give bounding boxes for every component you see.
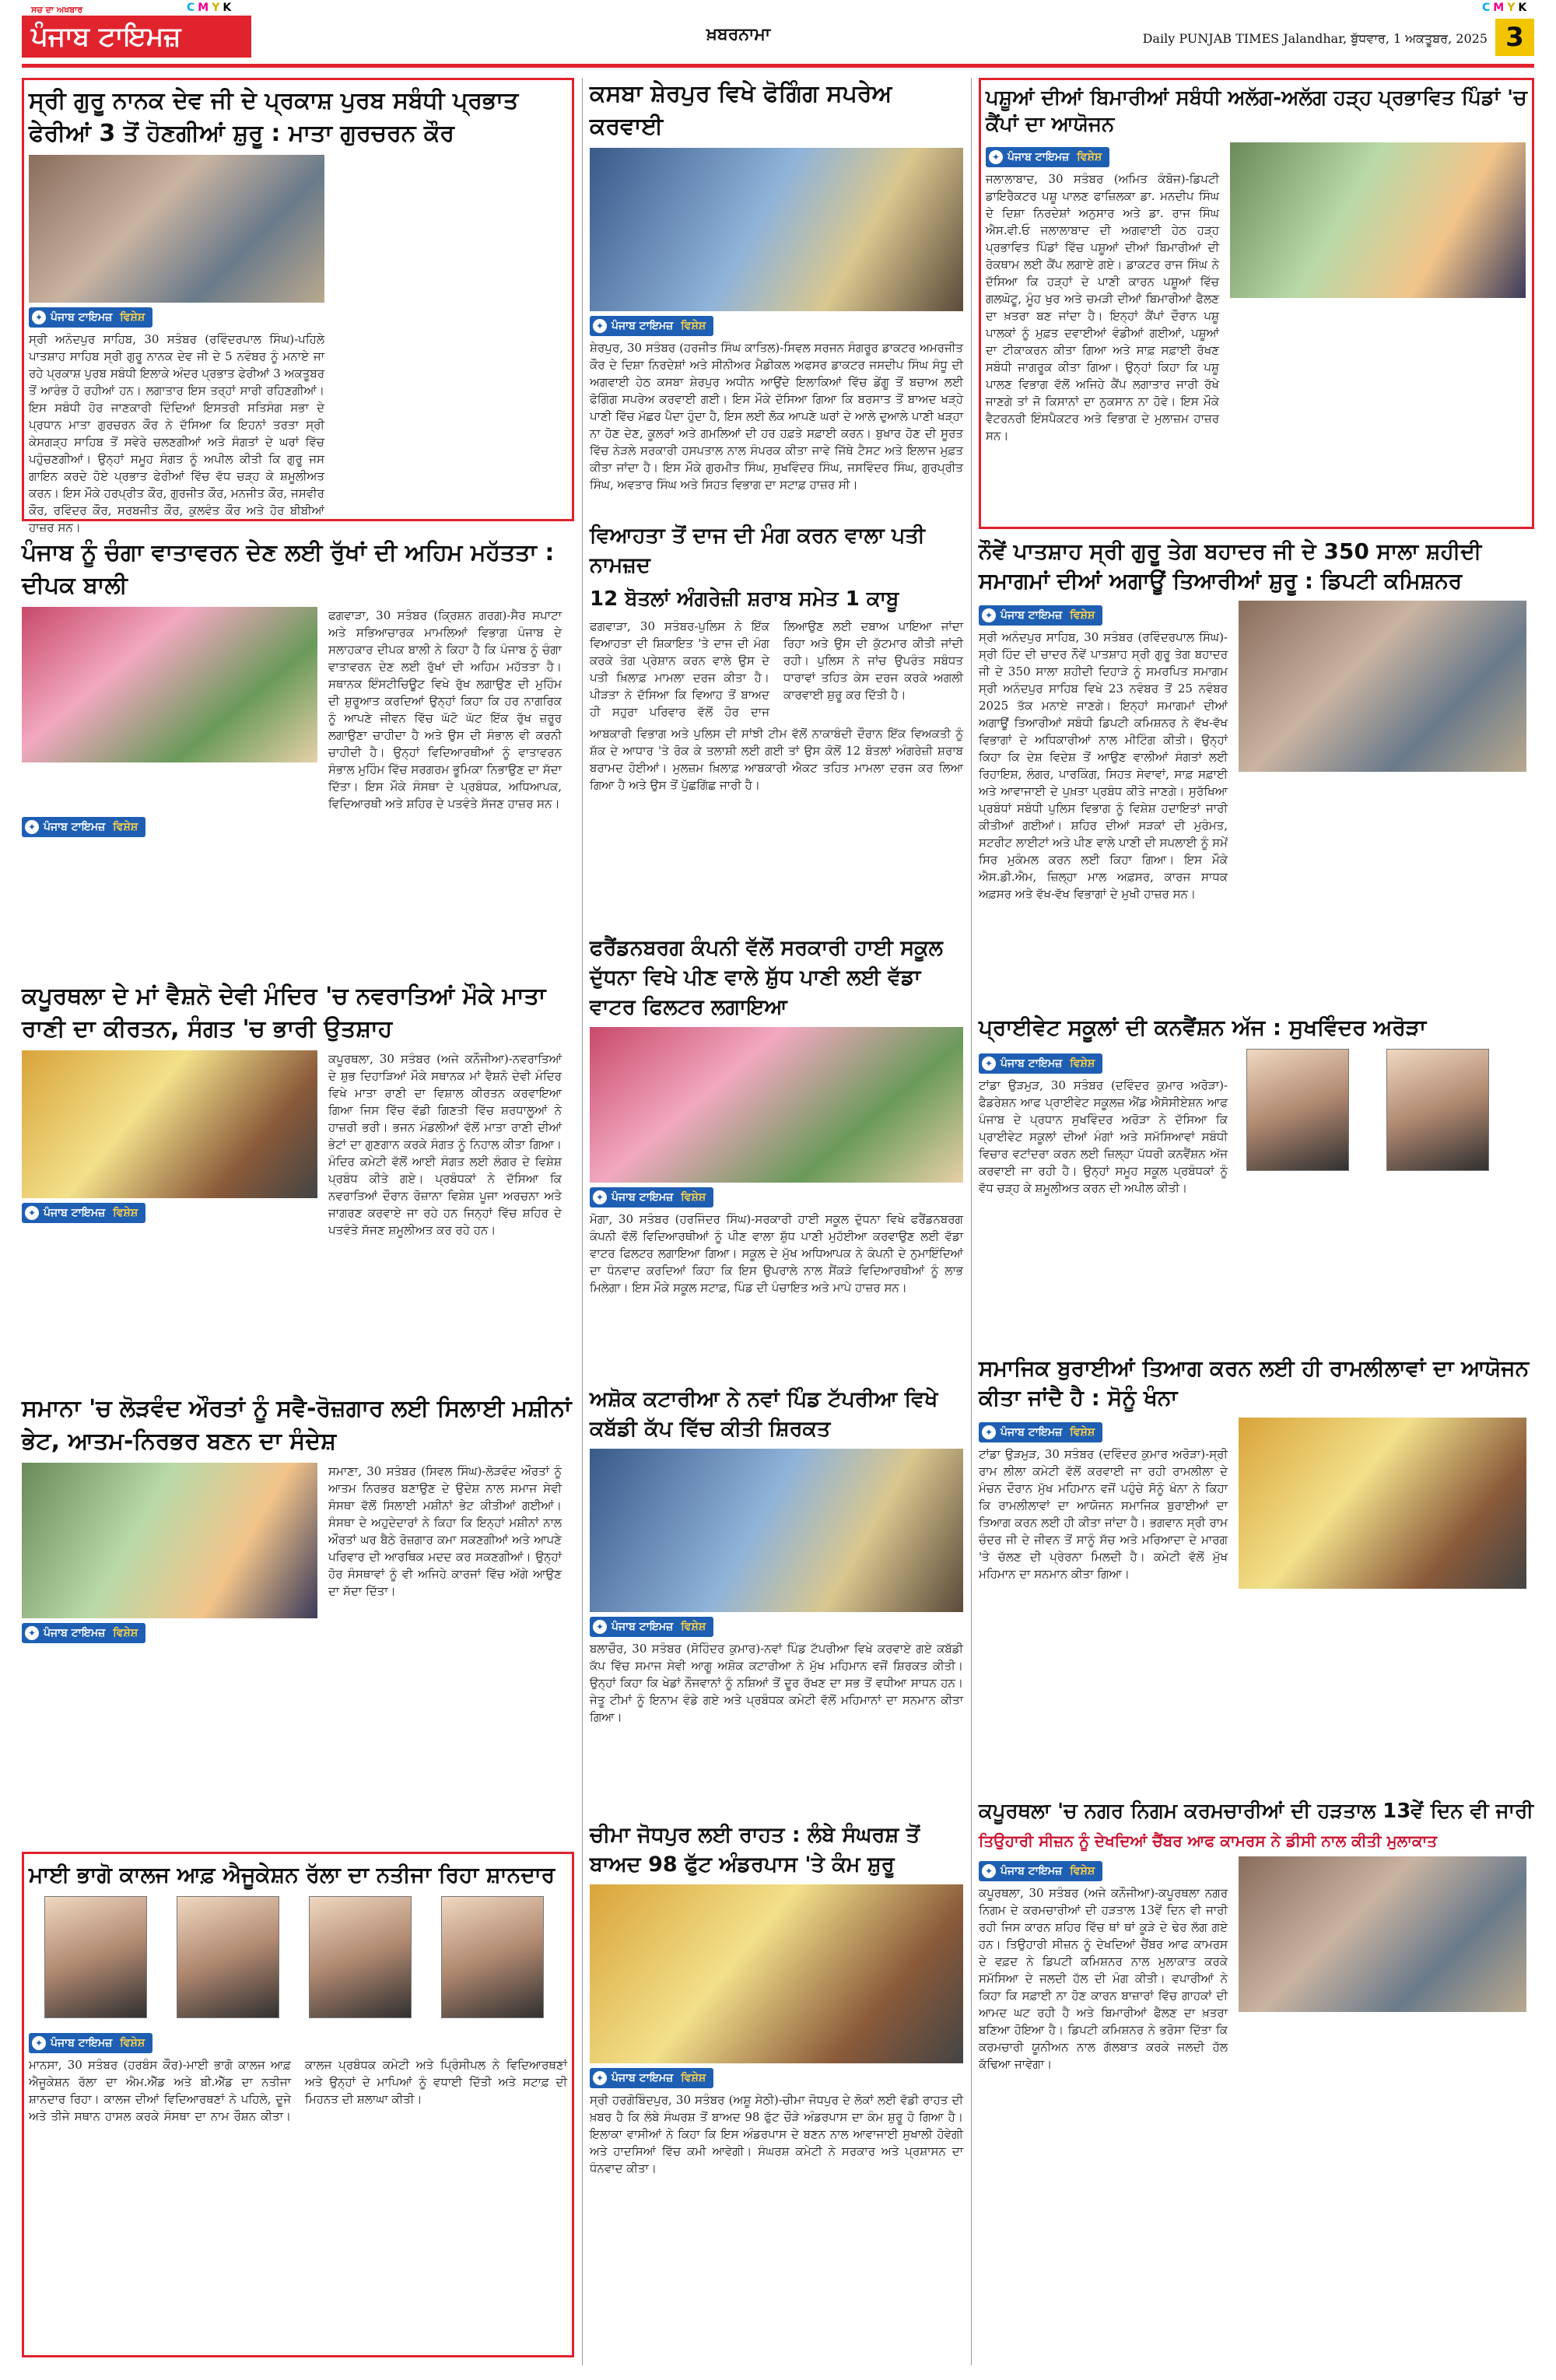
punjab-times-icon: ✦ — [32, 2036, 46, 2050]
story-dowry — [590, 521, 963, 926]
portrait-pair — [1239, 1049, 1526, 1204]
byline-badge — [590, 1187, 713, 1208]
story-trees — [22, 537, 574, 973]
byline-badge — [29, 307, 152, 328]
student-photo — [44, 1896, 147, 2018]
punjab-times-icon: ✦ — [982, 1425, 996, 1439]
punjab-times-icon: ✦ — [25, 1206, 39, 1220]
punjab-times-icon: ✦ — [25, 1626, 39, 1640]
cmyk-k: K — [223, 2, 232, 14]
punjab-times-icon: ✦ — [982, 608, 996, 622]
byline-tag: ਵਿਸ਼ੇਸ਼ — [1070, 609, 1095, 622]
punjab-times-icon: ✦ — [593, 1620, 607, 1634]
story-body: ਆਬਕਾਰੀ ਵਿਭਾਗ ਅਤੇ ਪੁਲਿਸ ਦੀ ਸਾਂਝੀ ਟੀਮ ਵੱਲੋਂ ਨਾਕਾਬੰਦੀ ਦੌਰਾਨ ਇੱਕ ਵਿਅਕਤੀ ਨੂੰ ਸ਼ੱਕ ਦੇ ਆਧਾਰ 'ਤੇ ਰੋਕ ਕੇ ਤਲਾਸ਼ੀ ਲਈ ਗਈ ਤਾਂ ਉਸ ਕੋਲੋਂ 12 ਬੋਤਲਾਂ ਅੰਗਰੇਜ਼ੀ ਸ਼ਰਾਬ ਬਰਾਮਦ ਹੋਈਆਂ। ਮੁਲਜ਼ਮ ਖ਼ਿਲਾਫ਼ ਆਬਕਾਰੀ ਐਕਟ ਤਹਿਤ ਮਾਮਲਾ ਦਰਜ ਕਰ ਲਿਆ ਗਿਆ ਹੈ ਅਤੇ ਉਸ ਤੋਂ ਪੁੱਛਗਿੱਛ ਜਾਰੀ ਹੈ। — [590, 727, 963, 792]
byline-source: ਪੰਜਾਬ ਟਾਇਮਜ਼ — [44, 1627, 106, 1639]
story-ramleela — [979, 1354, 1534, 1789]
story-body: ਸਮਾਣਾ, 30 ਸਤੰਬਰ (ਸਿਵਲ ਸਿੰਘ)-ਲੋੜਵੰਦ ਔਰਤਾਂ ਨੂੰ ਆਤਮ ਨਿਰਭਰ ਬਣਾਉਣ ਦੇ ਉਦੇਸ਼ ਨਾਲ ਸਮਾਜ ਸੇਵੀ ਸੰਸਥਾ ਵੱਲੋਂ ਸਿਲਾਈ ਮਸ਼ੀਨਾਂ ਭੇਟ ਕੀਤੀਆਂ ਗਈਆਂ। ਸੰਸਥਾ ਦੇ ਅਹੁਦੇਦਾਰਾਂ ਨੇ ਕਿਹਾ ਕਿ ਇਨ੍ਹਾਂ ਮਸ਼ੀਨਾਂ ਨਾਲ ਔਰਤਾਂ ਘਰ ਬੈਠੇ ਰੋਜ਼ਗਾਰ ਕਮਾ ਸਕਣਗੀਆਂ ਅਤੇ ਆਪਣੇ ਪਰਿਵਾਰ ਦੀ ਆਰਥਿਕ ਮਦਦ ਕਰ ਸਕਣਗੀਆਂ। ਉਨ੍ਹਾਂ ਹੋਰ ਸੰਸਥਾਵਾਂ ਨੂੰ ਵੀ ਅਜਿਹੇ ਕਾਰਜਾਂ ਵਿੱਚ ਅੱਗੇ ਆਉਣ ਦਾ ਸੱਦਾ ਦਿੱਤਾ। — [328, 1464, 562, 1598]
cmyk-marks-left — [187, 2, 234, 14]
story-underpass — [590, 1821, 963, 2357]
headline: ਫਰੈਂਡਨਬਰਗ ਕੰਪਨੀ ਵੱਲੋਂ ਸਰਕਾਰੀ ਹਾਈ ਸਕੂਲ ਦੁੱਧਨਾ ਵਿਖੇ ਪੀਣ ਵਾਲੇ ਸ਼ੁੱਧ ਪਾਣੀ ਲਈ ਵੱਡਾ ਵਾਟਰ ਫਿਲਟਰ ਲਗਾਇਆ — [590, 936, 943, 1019]
story-sewing-machines — [22, 1393, 574, 1813]
byline-tag: ਵਿਸ਼ੇਸ਼ — [1070, 1865, 1095, 1877]
story-strike — [979, 1797, 1534, 2357]
student-photo — [441, 1896, 544, 2018]
story-photo — [22, 607, 317, 762]
story-body: ਬਲਾਚੌਰ, 30 ਸਤੰਬਰ (ਸੋਹਿੰਦਰ ਕੁਮਾਰ)-ਨਵਾਂ ਪਿੰਡ ਟੱਪਰੀਆ ਵਿਖੇ ਕਰਵਾਏ ਗਏ ਕਬੱਡੀ ਕੱਪ ਵਿੱਚ ਸਮਾਜ ਸੇਵੀ ਆਗੂ ਅਸ਼ੋਕ ਕਟਾਰੀਆ ਨੇ ਮੁੱਖ ਮਹਿਮਾਨ ਵਜੋਂ ਸ਼ਿਰਕਤ ਕੀਤੀ। ਉਨ੍ਹਾਂ ਕਿਹਾ ਕਿ ਖੇਡਾਂ ਨੌਜਵਾਨਾਂ ਨੂੰ ਨਸ਼ਿਆਂ ਤੋਂ ਦੂਰ ਰੱਖਣ ਦਾ ਸਭ ਤੋਂ ਵਧੀਆ ਸਾਧਨ ਹਨ। ਜੇਤੂ ਟੀਮਾਂ ਨੂੰ ਇਨਾਮ ਵੰਡੇ ਗਏ ਅਤੇ ਪ੍ਰਬੰਧਕ ਕਮੇਟੀ ਵੱਲੋਂ ਮਹਿਮਾਨਾਂ ਦਾ ਸਨਮਾਨ ਕੀਤਾ ਗਿਆ। — [590, 1642, 963, 1724]
story-fogging — [590, 78, 963, 514]
story-college-result — [22, 1852, 574, 2357]
byline-source: ਪੰਜਾਬ ਟਾਇਮਜ਼ — [44, 821, 106, 833]
byline-tag: ਵਿਸ਼ੇਸ਼ — [113, 1627, 138, 1639]
cmyk-m: M — [1493, 2, 1505, 14]
headline: ਪੰਜਾਬ ਨੂੰ ਚੰਗਾ ਵਾਤਾਵਰਨ ਦੇਣ ਲਈ ਰੁੱਖਾਂ ਦੀ ਅਹਿਮ ਮਹੱਤਤਾ : ਦੀਪਕ ਬਾਲੀ — [22, 539, 555, 599]
punjab-times-icon: ✦ — [982, 1864, 996, 1878]
story-photo — [1239, 1856, 1526, 2012]
byline-badge — [979, 605, 1102, 626]
story-photo — [590, 1884, 963, 2063]
story-animal-camps — [979, 78, 1534, 529]
story-photo — [1230, 142, 1526, 298]
story-private-schools — [979, 1011, 1534, 1338]
byline-tag: ਵਿਸ਼ੇਸ਼ — [1077, 151, 1102, 163]
byline-tag: ਵਿਸ਼ੇਸ਼ — [1070, 1057, 1095, 1070]
story-body: ਮਾਨਸਾ, 30 ਸਤੰਬਰ (ਹਰਬੰਸ ਕੌਰ)-ਮਾਈ ਭਾਗੋ ਕਾਲਜ ਆਫ਼ ਐਜੂਕੇਸ਼ਨ ਰੱਲਾ ਦਾ ਐਮ.ਐੱਡ ਅਤੇ ਬੀ.ਐੱਡ ਦਾ ਨਤੀਜਾ ਸ਼ਾਨਦਾਰ ਰਿਹਾ। ਕਾਲਜ ਦੀਆਂ ਵਿਦਿਆਰਥਣਾਂ ਨੇ ਪਹਿਲੇ, ਦੂਜੇ ਅਤੇ ਤੀਜੇ ਸਥਾਨ ਹਾਸਲ ਕਰਕੇ ਸੰਸਥਾ ਦਾ ਨਾਮ ਰੌਸ਼ਨ ਕੀਤਾ। ਕਾਲਜ ਪ੍ਰਬੰਧਕ ਕਮੇਟੀ ਅਤੇ ਪ੍ਰਿੰਸੀਪਲ ਨੇ ਵਿਦਿਆਰਥਣਾਂ ਅਤੇ ਉਨ੍ਹਾਂ ਦੇ ਮਾਪਿਆਂ ਨੂੰ ਵਧਾਈ ਦਿੱਤੀ ਅਤੇ ਸਟਾਫ਼ ਦੀ ਮਿਹਨਤ ਦੀ ਸ਼ਲਾਘਾ ਕੀਤੀ। — [29, 2058, 567, 2123]
byline-badge — [22, 1623, 145, 1643]
headline: ਸਮਾਨਾ 'ਚ ਲੋੜਵੰਦ ਔਰਤਾਂ ਨੂੰ ਸਵੈ-ਰੋਜ਼ਗਾਰ ਲਈ ਸਿਲਾਈ ਮਸ਼ੀਨਾਂ ਭੇਟ, ਆਤਮ-ਨਿਰਭਰ ਬਣਨ ਦਾ ਸੰਦੇਸ਼ — [22, 1395, 572, 1455]
byline-source: ਪੰਜਾਬ ਟਾਇਮਜ਼ — [612, 1191, 674, 1204]
byline-badge — [29, 2033, 152, 2053]
punjab-times-icon: ✦ — [982, 1057, 996, 1071]
byline-source: ਪੰਜਾਬ ਟਾਇਮਜ਼ — [1001, 609, 1063, 622]
headline: ਅਸ਼ੋਕ ਕਟਾਰੀਆ ਨੇ ਨਵਾਂ ਪਿੰਡ ਟੱਪਰੀਆ ਵਿਖੇ ਕਬੱਡੀ ਕੱਪ ਵਿੱਚ ਕੀਤੀ ਸ਼ਿਰਕਤ — [590, 1387, 938, 1441]
byline-badge — [590, 316, 713, 336]
portrait-photo — [1246, 1049, 1349, 1171]
column-rule — [582, 78, 583, 2365]
headline: ਚੀਮਾ ਜੋਧਪੁਰ ਲਈ ਰਾਹਤ : ਲੰਬੇ ਸੰਘਰਸ਼ ਤੋਂ ਬਾਅਦ 98 ਫੁੱਟ ਅੰਡਰਪਾਸ 'ਤੇ ਕੰਮ ਸ਼ੁਰੂ — [590, 1823, 920, 1877]
story-body: ਮੋਗਾ, 30 ਸਤੰਬਰ (ਹਰਜਿੰਦਰ ਸਿੰਘ)-ਸਰਕਾਰੀ ਹਾਈ ਸਕੂਲ ਦੁੱਧਨਾ ਵਿਖੇ ਫਰੈਂਡਨਬਰਗ ਕੰਪਨੀ ਵੱਲੋਂ ਵਿਦਿਆਰਥੀਆਂ ਨੂੰ ਪੀਣ ਵਾਲਾ ਸ਼ੁੱਧ ਪਾਣੀ ਮੁਹੱਈਆ ਕਰਵਾਉਣ ਲਈ ਵੱਡਾ ਵਾਟਰ ਫਿਲਟਰ ਲਗਾਇਆ ਗਿਆ। ਸਕੂਲ ਦੇ ਮੁੱਖ ਅਧਿਆਪਕ ਨੇ ਕੰਪਨੀ ਦੇ ਨੁਮਾਇੰਦਿਆਂ ਦਾ ਧੰਨਵਾਦ ਕਰਦਿਆਂ ਕਿਹਾ ਕਿ ਇਸ ਉਪਰਾਲੇ ਨਾਲ ਸੈਂਕੜੇ ਵਿਦਿਆਰਥੀਆਂ ਨੂੰ ਲਾਭ ਮਿਲੇਗਾ। ਇਸ ਮੌਕੇ ਸਕੂਲ ਸਟਾਫ਼, ਪਿੰਡ ਦੀ ਪੰਚਾਇਤ ਅਤੇ ਮਾਪੇ ਹਾਜ਼ਰ ਸਨ। — [590, 1212, 963, 1295]
cmyk-k: K — [1518, 2, 1527, 14]
punjab-times-icon: ✦ — [989, 150, 1003, 164]
story-photo — [590, 1027, 963, 1183]
masthead — [22, 5, 1534, 68]
byline-badge — [979, 1422, 1102, 1442]
story-body: ਟਾਂਡਾ ਉੜਮੁੜ, 30 ਸਤੰਬਰ (ਦਵਿੰਦਰ ਕੁਮਾਰ ਅਰੋੜਾ)-ਫੈਡਰੇਸ਼ਨ ਆਫ ਪ੍ਰਾਈਵੇਟ ਸਕੂਲਜ਼ ਐਂਡ ਐਸੋਸੀਏਸ਼ਨ ਆਫ ਪੰਜਾਬ ਦੇ ਪ੍ਰਧਾਨ ਸੁਖਵਿੰਦਰ ਅਰੋੜਾ ਨੇ ਦੱਸਿਆ ਕਿ ਪ੍ਰਾਈਵੇਟ ਸਕੂਲਾਂ ਦੀਆਂ ਮੰਗਾਂ ਅਤੇ ਸਮੱਸਿਆਵਾਂ ਸਬੰਧੀ ਵਿਚਾਰ ਵਟਾਂਦਰਾ ਕਰਨ ਲਈ ਜ਼ਿਲ੍ਹਾ ਪੱਧਰੀ ਕਨਵੈਂਸ਼ਨ ਅੱਜ ਕਰਵਾਈ ਜਾ ਰਹੀ ਹੈ। ਉਨ੍ਹਾਂ ਸਮੂਹ ਸਕੂਲ ਪ੍ਰਬੰਧਕਾਂ ਨੂੰ ਵੱਧ ਚੜ੍ਹ ਕੇ ਸ਼ਮੂਲੀਅਤ ਕਰਨ ਦੀ ਅਪੀਲ ਕੀਤੀ। — [979, 1078, 1228, 1195]
story-photo — [590, 1449, 963, 1612]
byline-badge — [22, 1203, 145, 1223]
story-photo — [29, 155, 324, 303]
byline-tag: ਵਿਸ਼ੇਸ਼ — [681, 1621, 706, 1633]
story-body: ਸ੍ਰੀ ਅਨੰਦਪੁਰ ਸਾਹਿਬ, 30 ਸਤੰਬਰ (ਰਵਿੰਦਰਪਾਲ ਸਿੰਘ)-ਪਹਿਲੇ ਪਾਤਸ਼ਾਹ ਸਾਹਿਬ ਸ੍ਰੀ ਗੁਰੂ ਨਾਨਕ ਦੇਵ ਜੀ ਦੇ 5 ਨਵੰਬਰ ਨੂੰ ਮਨਾਏ ਜਾ ਰਹੇ ਪ੍ਰਕਾਸ਼ ਪੁਰਬ ਸਬੰਧੀ ਇਲਾਕੇ ਅੰਦਰ ਪ੍ਰਭਾਤ ਫੇਰੀਆਂ 3 ਅਕਤੂਬਰ ਤੋਂ ਆਰੰਭ ਹੋ ਰਹੀਆਂ ਹਨ। ਲਗਾਤਾਰ ਇਸ ਤਰ੍ਹਾਂ ਸਾਰੀ ਰਹਿਣਗੀਆਂ। ਇਸ ਸਬੰਧੀ ਹੋਰ ਜਾਣਕਾਰੀ ਦਿੰਦਿਆਂ ਇਸਤਰੀ ਸਤਿਸੰਗ ਸਭਾ ਦੇ ਪ੍ਰਧਾਨ ਮਾਤਾ ਗੁਰਚਰਨ ਕੌਰ ਨੇ ਦੱਸਿਆ ਕਿ ਇਹਨਾਂ ਤਰਤਾ ਸ੍ਰੀ ਕੇਸਗੜ੍ਹ ਸਾਹਿਬ ਤੋਂ ਸਵੇਰੇ ਚਲਣਗੀਆਂ ਅਤੇ ਸੰਗਤਾਂ ਦੇ ਘਰਾਂ ਵਿੱਚ ਪਹੁੰਚਣਗੀਆਂ। ਉਨ੍ਹਾਂ ਸਮੂਹ ਸੰਗਤ ਨੂੰ ਅਪੀਲ ਕੀਤੀ ਕਿ ਗੁਰੂ ਜਸ ਗਾਇਨ ਕਰਦੇ ਹੋਏ ਪ੍ਰਭਾਤ ਫੇਰੀਆਂ ਵਿੱਚ ਵੱਧ ਚੜ੍ਹ ਕੇ ਸ਼ਮੂਲੀਅਤ ਕਰਨ। ਇਸ ਮੌਕੇ ਹਰਪ੍ਰੀਤ ਕੌਰ, ਗੁਰਜੀਤ ਕੌਰ, ਮਨਜੀਤ ਕੌਰ, ਜਸਵੀਰ ਕੌਰ, ਰਵਿੰਦਰ ਕੌਰ, ਸਰਬਜੀਤ ਕੌਰ, ਕੁਲਵੰਤ ਕੌਰ ਅਤੇ ਹੋਰ ਬੀਬੀਆਂ ਹਾਜ਼ਰ ਸਨ। — [29, 332, 324, 535]
byline-source: ਪੰਜਾਬ ਟਾਇਮਜ਼ — [1001, 1865, 1063, 1877]
headline: ਸਮਾਜਿਕ ਬੁਰਾਈਆਂ ਤਿਆਗ ਕਰਨ ਲਈ ਹੀ ਰਾਮਲੀਲਾਵਾਂ ਦਾ ਆਯੋਜਨ ਕੀਤਾ ਜਾਂਦੈ ਹੈ : ਸੋਨੂੰ ਖੰਨਾ — [979, 1355, 1530, 1411]
headline: ਕਪੂਰਥਲਾ 'ਚ ਨਗਰ ਨਿਗਮ ਕਰਮਚਾਰੀਆਂ ਦੀ ਹੜਤਾਲ 13ਵੇਂ ਦਿਨ ਵੀ ਜਾਰੀ — [979, 1800, 1534, 1823]
story-body: ਫਗਵਾੜਾ, 30 ਸਤੰਬਰ-ਪੁਲਿਸ ਨੇ ਇੱਕ ਵਿਆਹਤਾ ਦੀ ਸ਼ਿਕਾਇਤ 'ਤੇ ਦਾਜ ਦੀ ਮੰਗ ਕਰਕੇ ਤੰਗ ਪ੍ਰੇਸ਼ਾਨ ਕਰਨ ਵਾਲੇ ਉਸ ਦੇ ਪਤੀ ਖ਼ਿਲਾਫ਼ ਮਾਮਲਾ ਦਰਜ ਕੀਤਾ ਹੈ। ਪੀੜਤਾ ਨੇ ਦੱਸਿਆ ਕਿ ਵਿਆਹ ਤੋਂ ਬਾਅਦ ਹੀ ਸਹੁਰਾ ਪਰਿਵਾਰ ਵੱਲੋਂ ਹੋਰ ਦਾਜ ਲਿਆਉਣ ਲਈ ਦਬਾਅ ਪਾਇਆ ਜਾਂਦਾ ਰਿਹਾ ਅਤੇ ਉਸ ਦੀ ਕੁੱਟਮਾਰ ਕੀਤੀ ਜਾਂਦੀ ਰਹੀ। ਪੁਲਿਸ ਨੇ ਜਾਂਚ ਉਪਰੰਤ ਸਬੰਧਤ ਧਾਰਾਵਾਂ ਤਹਿਤ ਕੇਸ ਦਰਜ ਕਰਕੇ ਅਗਲੀ ਕਾਰਵਾਈ ਸ਼ੁਰੂ ਕਰ ਦਿੱਤੀ ਹੈ। — [590, 619, 963, 719]
byline-badge — [979, 1053, 1102, 1074]
byline-badge — [979, 1861, 1102, 1881]
subheadline: 12 ਬੋਤਲਾਂ ਅੰਗਰੇਜ਼ੀ ਸ਼ਰਾਬ ਸਮੇਤ 1 ਕਾਬੂ — [590, 587, 899, 611]
byline-tag: ਵਿਸ਼ੇਸ਼ — [120, 311, 145, 324]
byline-source: ਪੰਜਾਬ ਟਾਇਮਜ਼ — [51, 311, 113, 324]
byline-source: ਪੰਜਾਬ ਟਾਇਮਜ਼ — [612, 1621, 674, 1633]
cmyk-c: C — [187, 2, 195, 14]
story-kabaddi-cup — [590, 1385, 963, 1805]
story-photo — [22, 1050, 317, 1198]
story-photo — [590, 148, 963, 311]
byline-tag: ਵਿਸ਼ੇਸ਼ — [113, 1207, 138, 1219]
headline: ਕਸਬਾ ਸ਼ੇਰਪੁਰ ਵਿਖੇ ਫੋਗਿੰਗ ਸਪਰੇਅ ਕਰਵਾਈ — [590, 80, 892, 140]
headline: ਸ੍ਰੀ ਗੁਰੂ ਨਾਨਕ ਦੇਵ ਜੀ ਦੇ ਪ੍ਰਕਾਸ਼ ਪੁਰਬ ਸਬੰਧੀ ਪ੍ਰਭਾਤ ਫੇਰੀਆਂ 3 ਤੋਂ ਹੋਣਗੀਆਂ ਸ਼ੁਰੂ : ਮਾਤਾ ਗੁਰਚਰਨ ਕੌਰ — [29, 87, 519, 147]
byline-tag: ਵਿਸ਼ੇਸ਼ — [113, 821, 138, 833]
byline-tag: ਵਿਸ਼ੇਸ਼ — [120, 2037, 145, 2049]
story-body: ਸ਼ੇਰਪੁਰ, 30 ਸਤੰਬਰ (ਹਰਜੀਤ ਸਿੰਘ ਕਾਤਿਲ)-ਸਿਵਲ ਸਰਜਨ ਸੰਗਰੂਰ ਡਾਕਟਰ ਅਮਰਜੀਤ ਕੌਰ ਦੇ ਦਿਸ਼ਾ ਨਿਰਦੇਸ਼ਾਂ ਅਤੇ ਸੀਨੀਅਰ ਮੈਡੀਕਲ ਅਫਸਰ ਡਾਕਟਰ ਜਸਦੀਪ ਸਿੰਘ ਸੰਧੂ ਦੀ ਅਗਵਾਈ ਹੇਠ ਕਸਬਾ ਸ਼ੇਰਪੁਰ ਅਧੀਨ ਆਉਂਦੇ ਇਲਾਕਿਆਂ ਵਿੱਚ ਡੇਂਗੂ ਤੋਂ ਬਚਾਅ ਲਈ ਫੋਗਿੰਗ ਸਪਰੇਅ ਕਰਵਾਈ ਗਈ। ਇਸ ਮੌਕੇ ਦੱਸਿਆ ਗਿਆ ਕਿ ਬਰਸਾਤ ਤੋਂ ਬਾਅਦ ਖੜ੍ਹੇ ਪਾਣੀ ਵਿੱਚ ਮੱਛਰ ਪੈਦਾ ਹੁੰਦਾ ਹੈ, ਇਸ ਲਈ ਲੋਕ ਆਪਣੇ ਘਰਾਂ ਦੇ ਆਲੇ ਦੁਆਲੇ ਪਾਣੀ ਖੜ੍ਹਾ ਨਾ ਹੋਣ ਦੇਣ, ਕੂਲਰਾਂ ਅਤੇ ਗਮਲਿਆਂ ਦੀ ਹਰ ਹਫ਼ਤੇ ਸਫ਼ਾਈ ਕਰਨ। ਬੁਖਾਰ ਹੋਣ ਦੀ ਸੂਰਤ ਵਿੱਚ ਨੇੜਲੇ ਸਰਕਾਰੀ ਹਸਪਤਾਲ ਨਾਲ ਸੰਪਰਕ ਕੀਤਾ ਜਾਵੇ ਜਿੱਥੇ ਟੈਸਟ ਅਤੇ ਇਲਾਜ ਮੁਫ਼ਤ ਕੀਤਾ ਜਾਂਦਾ ਹੈ। ਇਸ ਮੌਕੇ ਗੁਰਮੀਤ ਸਿੰਘ, ਸੁਖਵਿੰਦਰ ਸਿੰਘ, ਜਸਵਿੰਦਰ ਸਿੰਘ, ਗੁਰਪ੍ਰੀਤ ਸਿੰਘ, ਅਵਤਾਰ ਸਿੰਘ ਅਤੇ ਸਿਹਤ ਵਿਭਾਗ ਦਾ ਸਟਾਫ਼ ਹਾਜ਼ਰ ਸੀ। — [590, 341, 963, 492]
story-water-filter — [590, 934, 963, 1369]
story-photo — [1239, 1418, 1526, 1589]
cmyk-y: Y — [212, 2, 220, 14]
byline-badge — [22, 817, 145, 837]
student-photo — [177, 1896, 279, 2018]
cmyk-c: C — [1482, 2, 1491, 14]
byline-source: ਪੰਜਾਬ ਟਾਇਮਜ਼ — [1001, 1426, 1063, 1439]
headline: ਕਪੂਰਥਲਾ ਦੇ ਮਾਂ ਵੈਸ਼ਨੋ ਦੇਵੀ ਮੰਦਿਰ 'ਚ ਨਵਰਾਤਿਆਂ ਮੌਕੇ ਮਾਤਾ ਰਾਣੀ ਦਾ ਕੀਰਤਨ, ਸੰਗਤ 'ਚ ਭਾਰੀ ਉਤਸ਼ਾਹ — [22, 983, 546, 1043]
headline: ਨੌਵੇਂ ਪਾਤਸ਼ਾਹ ਸ੍ਰੀ ਗੁਰੂ ਤੇਗ ਬਹਾਦਰ ਜੀ ਦੇ 350 ਸਾਲਾ ਸ਼ਹੀਦੀ ਸਮਾਗਮਾਂ ਦੀਆਂ ਅਗਾਊਂ ਤਿਆਰੀਆਂ ਸ਼ੁਰੂ : ਡਿਪਟੀ ਕਮਿਸ਼ਨਰ — [979, 538, 1482, 594]
byline-badge — [590, 2068, 713, 2088]
byline-tag: ਵਿਸ਼ੇਸ਼ — [681, 2072, 706, 2084]
story-photo — [1239, 601, 1526, 772]
story-body: ਟਾਂਡਾ ਉੜਮੁੜ, 30 ਸਤੰਬਰ (ਦਵਿੰਦਰ ਕੁਮਾਰ ਅਰੋੜਾ)-ਸ੍ਰੀ ਰਾਮ ਲੀਲਾ ਕਮੇਟੀ ਵੱਲੋਂ ਕਰਵਾਈ ਜਾ ਰਹੀ ਰਾਮਲੀਲਾ ਦੇ ਮੰਚਨ ਦੌਰਾਨ ਮੁੱਖ ਮਹਿਮਾਨ ਵਜੋਂ ਪਹੁੰਚੇ ਸੋਨੂੰ ਖੰਨਾ ਨੇ ਕਿਹਾ ਕਿ ਰਾਮਲੀਲਾਵਾਂ ਦਾ ਆਯੋਜਨ ਸਮਾਜਿਕ ਬੁਰਾਈਆਂ ਦਾ ਤਿਆਗ ਕਰਨ ਲਈ ਹੀ ਕੀਤਾ ਜਾਂਦਾ ਹੈ। ਭਗਵਾਨ ਸ੍ਰੀ ਰਾਮ ਚੰਦਰ ਜੀ ਦੇ ਜੀਵਨ ਤੋਂ ਸਾਨੂੰ ਸੱਚ ਅਤੇ ਮਰਿਆਦਾ ਦੇ ਮਾਰਗ 'ਤੇ ਚੱਲਣ ਦੀ ਪ੍ਰੇਰਨਾ ਮਿਲਦੀ ਹੈ। ਕਮੇਟੀ ਵੱਲੋਂ ਮੁੱਖ ਮਹਿਮਾਨ ਦਾ ਸਨਮਾਨ ਕੀਤਾ ਗਿਆ। — [979, 1447, 1228, 1581]
byline-tag: ਵਿਸ਼ੇਸ਼ — [681, 1191, 706, 1204]
student-photo — [309, 1896, 412, 2018]
byline-source: ਪੰਜਾਬ ਟਾਇਮਜ਼ — [44, 1207, 106, 1219]
logo-tagline: ਸਚ ਦਾ ਅਖਬਾਰ — [31, 5, 83, 15]
byline-tag: ਵਿਸ਼ੇਸ਼ — [681, 320, 706, 332]
punjab-times-icon: ✦ — [32, 310, 46, 324]
byline-badge — [590, 1617, 713, 1637]
story-photo — [22, 1463, 317, 1618]
portrait-photo — [1386, 1049, 1489, 1171]
headline: ਪ੍ਰਾਈਵੇਟ ਸਕੂਲਾਂ ਦੀ ਕਨਵੈਂਸ਼ਨ ਅੱਜ : ਸੁਖਵਿੰਦਰ ਅਰੋੜਾ — [979, 1015, 1427, 1040]
column-rule — [971, 78, 972, 2365]
headline: ਵਿਆਹਤਾ ਤੋਂ ਦਾਜ ਦੀ ਮੰਗ ਕਰਨ ਵਾਲਾ ਪਤੀ ਨਾਮਜ਼ਦ — [590, 524, 925, 577]
cmyk-marks-right — [1482, 2, 1530, 14]
story-body: ਜਲਾਲਾਬਾਦ, 30 ਸਤੰਬਰ (ਅਮਿਤ ਕੰਬੋਜ)-ਡਿਪਟੀ ਡਾਇਰੈਕਟਰ ਪਸ਼ੂ ਪਾਲਣ ਫਾਜ਼ਿਲਕਾ ਡਾ. ਮਨਦੀਪ ਸਿੰਘ ਦੇ ਦਿਸ਼ਾ ਨਿਰਦੇਸ਼ਾਂ ਅਨੁਸਾਰ ਅਤੇ ਡਾ. ਰਾਜ ਸਿੰਘ ਐਸ.ਵੀ.ਓ ਜਲਾਲਾਬਾਦ ਦੀ ਅਗਵਾਈ ਹੇਠ ਹੜ੍ਹ ਪ੍ਰਭਾਵਿਤ ਪਿੰਡਾਂ ਵਿੱਚ ਪਸ਼ੂਆਂ ਦੀਆਂ ਬਿਮਾਰੀਆਂ ਦੀ ਰੋਕਥਾਮ ਲਈ ਕੈਂਪ ਲਗਾਏ ਗਏ। ਡਾਕਟਰ ਰਾਜ ਸਿੰਘ ਨੇ ਦੱਸਿਆ ਕਿ ਹੜ੍ਹਾਂ ਦੇ ਪਾਣੀ ਕਾਰਨ ਪਸ਼ੂਆਂ ਵਿੱਚ ਗਲਘੋਟੂ, ਮੂੰਹ ਖੁਰ ਅਤੇ ਚਮੜੀ ਦੀਆਂ ਬਿਮਾਰੀਆਂ ਫੈਲਣ ਦਾ ਖ਼ਤਰਾ ਬਣ ਜਾਂਦਾ ਹੈ। ਇਨ੍ਹਾਂ ਕੈਂਪਾਂ ਦੌਰਾਨ ਪਸ਼ੂ ਪਾਲਕਾਂ ਨੂੰ ਮੁਫ਼ਤ ਦਵਾਈਆਂ ਵੰਡੀਆਂ ਗਈਆਂ, ਪਸ਼ੂਆਂ ਦਾ ਟੀਕਾਕਰਨ ਕੀਤਾ ਗਿਆ ਅਤੇ ਸਾਫ਼ ਸਫ਼ਾਈ ਰੱਖਣ ਸਬੰਧੀ ਜਾਗਰੂਕ ਕੀਤਾ ਗਿਆ। ਉਨ੍ਹਾਂ ਕਿਹਾ ਕਿ ਪਸ਼ੂ ਪਾਲਣ ਵਿਭਾਗ ਵੱਲੋਂ ਅਜਿਹੇ ਕੈਂਪ ਲਗਾਤਾਰ ਜਾਰੀ ਰੱਖੇ ਜਾਣਗੇ ਤਾਂ ਜੋ ਕਿਸਾਨਾਂ ਦਾ ਨੁਕਸਾਨ ਨਾ ਹੋਵੇ। ਇਸ ਮੌਕੇ ਵੈਟਰਨਰੀ ਇੰਸਪੈਕਟਰ ਅਤੇ ਵਿਭਾਗ ਦੇ ਮੁਲਾਜ਼ਮ ਹਾਜ਼ਰ ਸਨ। — [986, 172, 1219, 443]
story-body: ਸ੍ਰੀ ਅਨੰਦਪੁਰ ਸਾਹਿਬ, 30 ਸਤੰਬਰ (ਰਵਿੰਦਰਪਾਲ ਸਿੰਘ)-ਸ੍ਰੀ ਹਿੰਦ ਦੀ ਚਾਦਰ ਨੌਵੇਂ ਪਾਤਸ਼ਾਹ ਸ੍ਰੀ ਗੁਰੂ ਤੇਗ ਬਹਾਦਰ ਜੀ ਦੇ 350 ਸਾਲਾ ਸ਼ਹੀਦੀ ਦਿਹਾੜੇ ਨੂੰ ਸਮਰਪਿਤ ਸਮਾਗਮ ਸ੍ਰੀ ਅਨੰਦਪੁਰ ਸਾਹਿਬ ਵਿਖੇ 23 ਨਵੰਬਰ ਤੋਂ 25 ਨਵੰਬਰ 2025 ਤੱਕ ਮਨਾਏ ਜਾਣਗੇ। ਇਨ੍ਹਾਂ ਸਮਾਗਮਾਂ ਦੀਆਂ ਅਗਾਊਂ ਤਿਆਰੀਆਂ ਸਬੰਧੀ ਡਿਪਟੀ ਕਮਿਸ਼ਨਰ ਨੇ ਵੱਖ-ਵੱਖ ਵਿਭਾਗਾਂ ਦੇ ਅਧਿਕਾਰੀਆਂ ਨਾਲ ਮੀਟਿੰਗ ਕੀਤੀ। ਉਨ੍ਹਾਂ ਕਿਹਾ ਕਿ ਦੇਸ਼ ਵਿਦੇਸ਼ ਤੋਂ ਆਉਣ ਵਾਲੀਆਂ ਸੰਗਤਾਂ ਲਈ ਰਿਹਾਇਸ਼, ਲੰਗਰ, ਪਾਰਕਿੰਗ, ਸਿਹਤ ਸੇਵਾਵਾਂ, ਸਾਫ਼ ਸਫ਼ਾਈ ਅਤੇ ਆਵਾਜਾਈ ਦੇ ਪੁਖ਼ਤਾ ਪ੍ਰਬੰਧ ਕੀਤੇ ਜਾਣਗੇ। ਸੁਰੱਖਿਆ ਪ੍ਰਬੰਧਾਂ ਸਬੰਧੀ ਪੁਲਿਸ ਵਿਭਾਗ ਨੂੰ ਵਿਸ਼ੇਸ਼ ਹਦਾਇਤਾਂ ਜਾਰੀ ਕੀਤੀਆਂ ਗਈਆਂ। ਸ਼ਹਿਰ ਦੀਆਂ ਸੜਕਾਂ ਦੀ ਮੁਰੰਮਤ, ਸਟਰੀਟ ਲਾਈਟਾਂ ਅਤੇ ਪੀਣ ਵਾਲੇ ਪਾਣੀ ਦੀ ਸਪਲਾਈ ਨੂੰ ਸਮੇਂ ਸਿਰ ਮੁਕੰਮਲ ਕਰਨ ਲਈ ਕਿਹਾ ਗਿਆ। ਇਸ ਮੌਕੇ ਐਸ.ਡੀ.ਐਮ, ਜ਼ਿਲ੍ਹਾ ਮਾਲ ਅਫ਼ਸਰ, ਕਾਰਜ ਸਾਧਕ ਅਫ਼ਸਰ ਅਤੇ ਵੱਖ-ਵੱਖ ਵਿਭਾਗਾਂ ਦੇ ਮੁਖੀ ਹਾਜ਼ਰ ਸਨ। — [979, 630, 1228, 901]
newspaper-logo — [22, 5, 251, 58]
dateline: Daily PUNJAB TIMES Jalandhar, ਬੁੱਧਵਾਰ, 1 ਅਕਤੂਬਰ, 2025 — [1142, 31, 1488, 46]
story-body: ਕਪੂਰਥਲਾ, 30 ਸਤੰਬਰ (ਅਜੇ ਕਨੌਜੀਆ)-ਨਵਰਾਤਿਆਂ ਦੇ ਸ਼ੁਭ ਦਿਹਾੜਿਆਂ ਮੌਕੇ ਸਥਾਨਕ ਮਾਂ ਵੈਸ਼ਨੋ ਦੇਵੀ ਮੰਦਿਰ ਵਿਖੇ ਮਾਤਾ ਰਾਣੀ ਦਾ ਵਿਸ਼ਾਲ ਕੀਰਤਨ ਕਰਵਾਇਆ ਗਿਆ ਜਿਸ ਵਿੱਚ ਵੱਡੀ ਗਿਣਤੀ ਵਿੱਚ ਸ਼ਰਧਾਲੂਆਂ ਨੇ ਹਾਜ਼ਰੀ ਭਰੀ। ਭਜਨ ਮੰਡਲੀਆਂ ਵੱਲੋਂ ਮਾਤਾ ਰਾਣੀ ਦੀਆਂ ਭੇਟਾਂ ਦਾ ਗੁਣਗਾਨ ਕਰਕੇ ਸੰਗਤ ਨੂੰ ਨਿਹਾਲ ਕੀਤਾ ਗਿਆ। ਮੰਦਿਰ ਕਮੇਟੀ ਵੱਲੋਂ ਆਈ ਸੰਗਤ ਲਈ ਲੰਗਰ ਦੇ ਵਿਸ਼ੇਸ਼ ਪ੍ਰਬੰਧ ਕੀਤੇ ਗਏ। ਪ੍ਰਬੰਧਕਾਂ ਨੇ ਦੱਸਿਆ ਕਿ ਨਵਰਾਤਿਆਂ ਦੌਰਾਨ ਰੋਜ਼ਾਨਾ ਵਿਸ਼ੇਸ਼ ਪੂਜਾ ਅਰਚਨਾ ਅਤੇ ਜਾਗਰਣ ਕਰਵਾਏ ਜਾ ਰਹੇ ਹਨ ਜਿਨ੍ਹਾਂ ਵਿੱਚ ਸ਼ਹਿਰ ਦੇ ਪਤਵੰਤੇ ਸੱਜਣ ਸ਼ਮੂਲੀਅਤ ਕਰ ਰਹੇ ਹਨ। — [328, 1052, 562, 1237]
punjab-times-icon: ✦ — [25, 820, 39, 834]
byline-tag: ਵਿਸ਼ੇਸ਼ — [1070, 1426, 1095, 1439]
logo-text: ਪੰਜਾਬ ਟਾਇਮਜ਼ — [31, 21, 181, 52]
punjab-times-icon: ✦ — [593, 2071, 607, 2085]
story-body: ਫਗਵਾੜਾ, 30 ਸਤੰਬਰ (ਕ੍ਰਿਸ਼ਨ ਗਰਗ)-ਸੈਰ ਸਪਾਟਾ ਅਤੇ ਸਭਿਆਚਾਰਕ ਮਾਮਲਿਆਂ ਵਿਭਾਗ ਪੰਜਾਬ ਦੇ ਸਲਾਹਕਾਰ ਦੀਪਕ ਬਾਲੀ ਨੇ ਕਿਹਾ ਹੈ ਕਿ ਪੰਜਾਬ ਨੂੰ ਚੰਗਾ ਵਾਤਾਵਰਨ ਦੇਣ ਲਈ ਰੁੱਖਾਂ ਦੀ ਅਹਿਮ ਮਹੱਤਤਾ ਹੈ। ਸਥਾਨਕ ਇੰਸਟੀਚਿਊਟ ਵਿਖੇ ਰੁੱਖ ਲਗਾਉਣ ਦੀ ਮੁਹਿੰਮ ਦੀ ਸ਼ੁਰੂਆਤ ਕਰਦਿਆਂ ਉਨ੍ਹਾਂ ਕਿਹਾ ਕਿ ਹਰ ਨਾਗਰਿਕ ਨੂੰ ਆਪਣੇ ਜੀਵਨ ਵਿੱਚ ਘੱਟੋ ਘੱਟ ਇੱਕ ਰੁੱਖ ਜ਼ਰੂਰ ਲਗਾਉਣਾ ਚਾਹੀਦਾ ਹੈ ਅਤੇ ਉਸ ਦੀ ਸੰਭਾਲ ਵੀ ਕਰਨੀ ਚਾਹੀਦੀ ਹੈ। ਉਨ੍ਹਾਂ ਵਿਦਿਆਰਥੀਆਂ ਨੂੰ ਵਾਤਾਵਰਨ ਸੰਭਾਲ ਮੁਹਿੰਮ ਵਿੱਚ ਸਰਗਰਮ ਭੂਮਿਕਾ ਨਿਭਾਉਣ ਦਾ ਸੱਦਾ ਦਿੱਤਾ। ਇਸ ਮੌਕੇ ਸੰਸਥਾ ਦੇ ਪ੍ਰਬੰਧਕ, ਅਧਿਆਪਕ, ਵਿਦਿਆਰਥੀ ਅਤੇ ਸ਼ਹਿਰ ਦੇ ਪਤਵੰਤੇ ਸੱਜਣ ਹਾਜ਼ਰ ਸਨ। — [328, 608, 562, 811]
subheadline: ਤਿਉਹਾਰੀ ਸੀਜ਼ਨ ਨੂੰ ਦੇਖਦਿਆਂ ਚੈਂਬਰ ਆਫ ਕਾਮਰਸ ਨੇ ਡੀਸੀ ਨਾਲ ਕੀਤੀ ਮੁਲਾਕਾਤ — [979, 1831, 1438, 1850]
byline-source: ਪੰਜਾਬ ਟਾਇਮਜ਼ — [1001, 1057, 1063, 1070]
story-body: ਕਪੂਰਥਲਾ, 30 ਸਤੰਬਰ (ਅਜੇ ਕਨੌਜੀਆ)-ਕਪੂਰਥਲਾ ਨਗਰ ਨਿਗਮ ਦੇ ਕਰਮਚਾਰੀਆਂ ਦੀ ਹੜਤਾਲ 13ਵੇਂ ਦਿਨ ਵੀ ਜਾਰੀ ਰਹੀ ਜਿਸ ਕਾਰਨ ਸ਼ਹਿਰ ਵਿੱਚ ਥਾਂ ਥਾਂ ਕੂੜੇ ਦੇ ਢੇਰ ਲੱਗ ਗਏ ਹਨ। ਤਿਉਹਾਰੀ ਸੀਜ਼ਨ ਨੂੰ ਦੇਖਦਿਆਂ ਚੈਂਬਰ ਆਫ ਕਾਮਰਸ ਦੇ ਵਫ਼ਦ ਨੇ ਡਿਪਟੀ ਕਮਿਸ਼ਨਰ ਨਾਲ ਮੁਲਾਕਾਤ ਕਰਕੇ ਸਮੱਸਿਆ ਦੇ ਜਲਦੀ ਹੱਲ ਦੀ ਮੰਗ ਕੀਤੀ। ਵਪਾਰੀਆਂ ਨੇ ਕਿਹਾ ਕਿ ਸਫ਼ਾਈ ਨਾ ਹੋਣ ਕਾਰਨ ਬਾਜ਼ਾਰਾਂ ਵਿੱਚ ਗਾਹਕਾਂ ਦੀ ਆਮਦ ਘਟ ਰਹੀ ਹੈ ਅਤੇ ਬਿਮਾਰੀਆਂ ਫੈਲਣ ਦਾ ਖ਼ਤਰਾ ਬਣਿਆ ਹੋਇਆ ਹੈ। ਡਿਪਟੀ ਕਮਿਸ਼ਨਰ ਨੇ ਭਰੋਸਾ ਦਿੱਤਾ ਕਿ ਕਰਮਚਾਰੀ ਯੂਨੀਅਨ ਨਾਲ ਗੱਲਬਾਤ ਕਰਕੇ ਜਲਦੀ ਹੱਲ ਕੱਢਿਆ ਜਾਵੇਗਾ। — [979, 1886, 1228, 2071]
punjab-times-icon: ✦ — [593, 1190, 607, 1204]
headline: ਮਾਈ ਭਾਗੋ ਕਾਲਜ ਆਫ਼ ਐਜੂਕੇਸ਼ਨ ਰੱਲਾ ਦਾ ਨਤੀਜਾ ਰਿਹਾ ਸ਼ਾਨਦਾਰ — [29, 1862, 555, 1888]
cmyk-y: Y — [1507, 2, 1516, 14]
headline: ਪਸ਼ੂਆਂ ਦੀਆਂ ਬਿਮਾਰੀਆਂ ਸਬੰਧੀ ਅਲੱਗ-ਅਲੱਗ ਹੜ੍ਹ ਪ੍ਰਭਾਵਿਤ ਪਿੰਡਾਂ 'ਚ ਕੈਂਪਾਂ ਦਾ ਆਯੋਜਨ — [986, 86, 1527, 136]
student-photos — [29, 1896, 567, 2028]
punjab-times-icon: ✦ — [593, 319, 607, 333]
byline-source: ਪੰਜਾਬ ਟਾਇਮਜ਼ — [51, 2037, 113, 2049]
story-navratri-kirtan — [22, 980, 574, 1385]
story-350-shaheedi — [979, 537, 1534, 1004]
byline-source: ਪੰਜਾਬ ਟਾਇਮਜ਼ — [1008, 151, 1070, 163]
page-number: 3 — [1495, 19, 1534, 56]
story-prabhat-pheri — [22, 78, 574, 535]
byline-source: ਪੰਜਾਬ ਟਾਇਮਜ਼ — [612, 320, 674, 332]
byline-badge — [986, 147, 1109, 167]
byline-source: ਪੰਜਾਬ ਟਾਇਮਜ਼ — [612, 2072, 674, 2084]
cmyk-m: M — [198, 2, 209, 14]
story-body: ਸ੍ਰੀ ਹਰਗੋਬਿੰਦਪੁਰ, 30 ਸਤੰਬਰ (ਅਸ਼ੂ ਸੇਠੀ)-ਚੀਮਾ ਜੋਧਪੁਰ ਦੇ ਲੋਕਾਂ ਲਈ ਵੱਡੀ ਰਾਹਤ ਦੀ ਖ਼ਬਰ ਹੈ ਕਿ ਲੰਬੇ ਸੰਘਰਸ਼ ਤੋਂ ਬਾਅਦ 98 ਫੁੱਟ ਚੌੜੇ ਅੰਡਰਪਾਸ ਦਾ ਕੰਮ ਸ਼ੁਰੂ ਹੋ ਗਿਆ ਹੈ। ਇਲਾਕਾ ਵਾਸੀਆਂ ਨੇ ਕਿਹਾ ਕਿ ਇਸ ਅੰਡਰਪਾਸ ਦੇ ਬਣਨ ਨਾਲ ਆਵਾਜਾਈ ਸੁਖਾਲੀ ਹੋਵੇਗੀ ਅਤੇ ਹਾਦਸਿਆਂ ਵਿੱਚ ਕਮੀ ਆਵੇਗੀ। ਸੰਘਰਸ਼ ਕਮੇਟੀ ਨੇ ਸਰਕਾਰ ਅਤੇ ਪ੍ਰਸ਼ਾਸਨ ਦਾ ਧੰਨਵਾਦ ਕੀਤਾ। — [590, 2093, 963, 2175]
section-title: ਖ਼ਬਰਨਾਮਾ — [706, 25, 771, 44]
